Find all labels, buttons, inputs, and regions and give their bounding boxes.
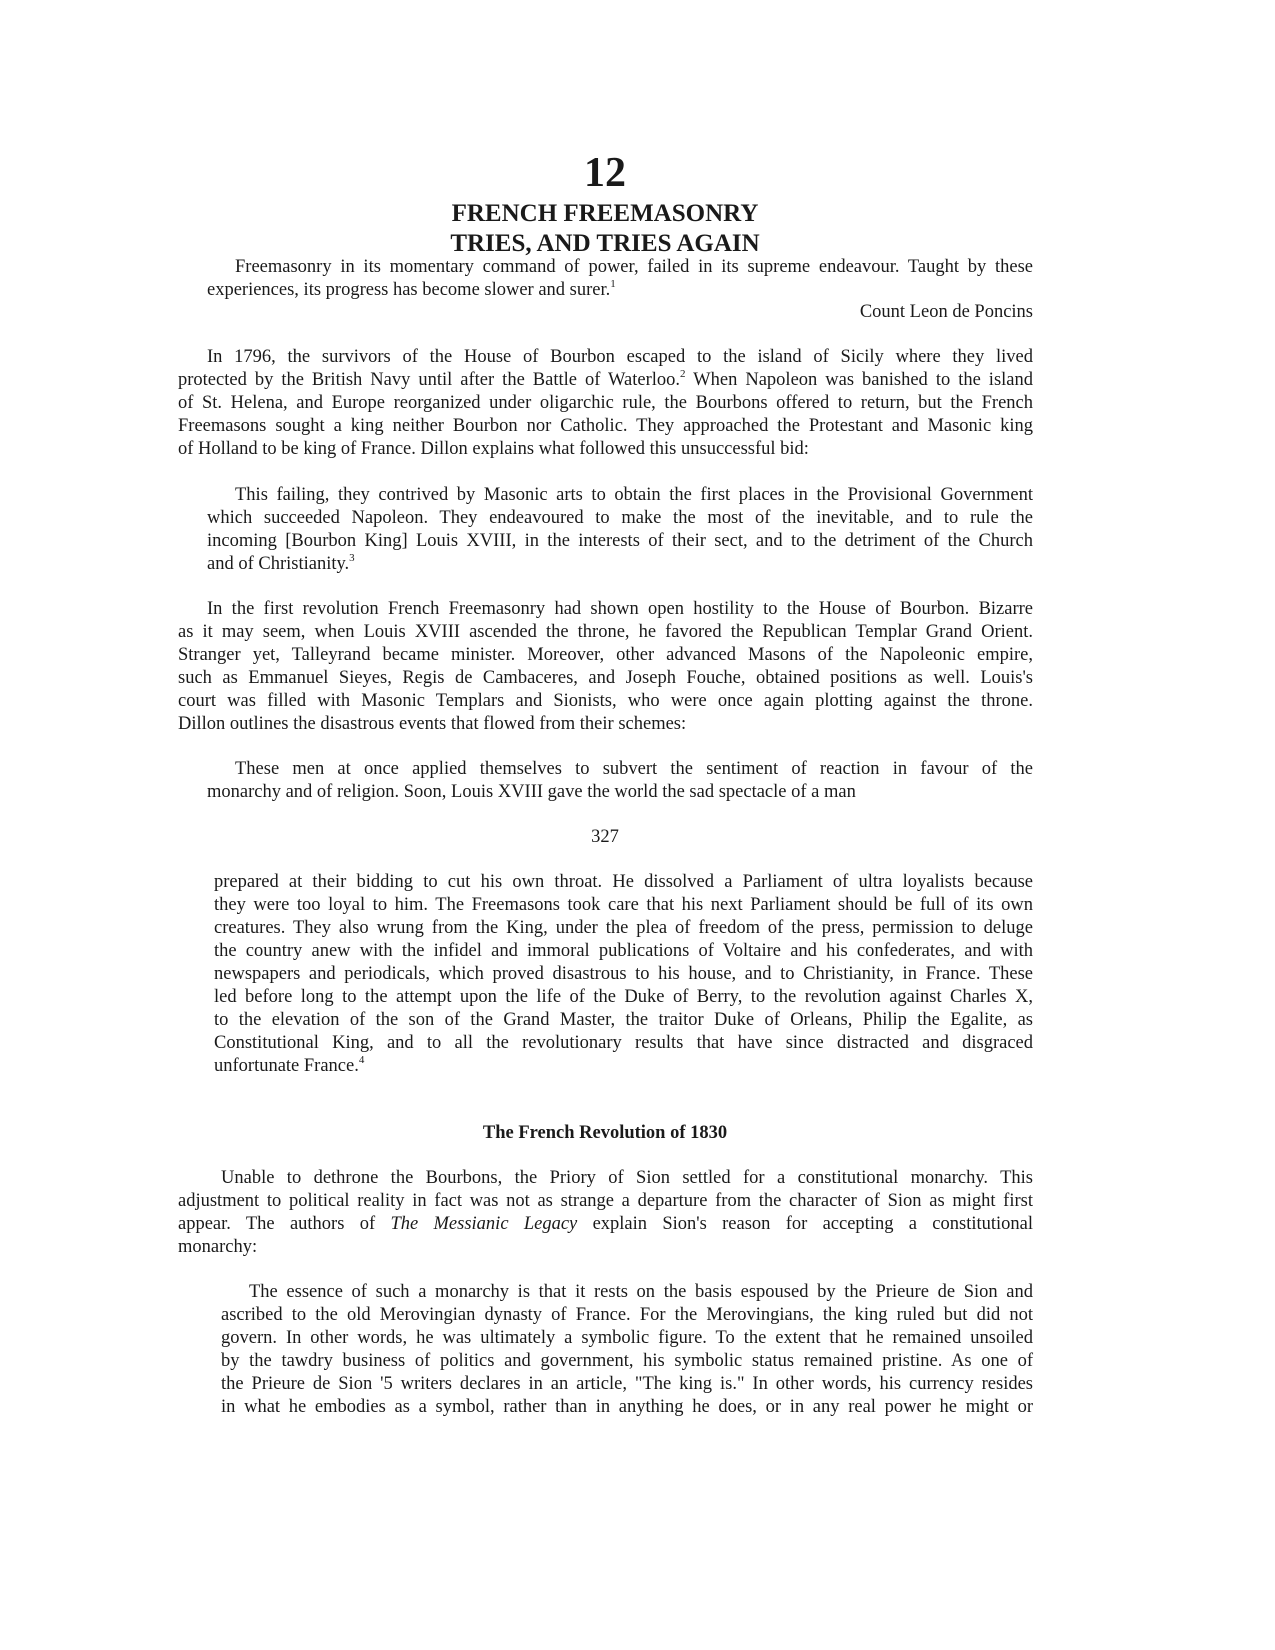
quote-line: newspapers and periodicals, which proved disastrous to his house, and to Christianity, in France. These xyxy=(214,964,1033,984)
paragraph-line: such as Emmanuel Sieyes, Regis de Cambaceres, and Joseph Fouche, obtained positions as well. Louis's xyxy=(178,668,1033,688)
paragraph-line: In the first revolution French Freemasonry had shown open hostility to the House of Bourbon. Bizarre xyxy=(207,599,1033,619)
chapter-title-line2: TRIES, AND TRIES AGAIN xyxy=(450,230,760,257)
text-run: appear. The authors of xyxy=(178,1214,391,1234)
quote-line: ascribed to the old Merovingian dynasty of France. For the Merovingians, the king ruled but did not xyxy=(221,1305,1033,1325)
quote-line: This failing, they contrived by Masonic arts to obtain the first places in the Provisional Government xyxy=(235,485,1033,505)
paragraph-line: adjustment to political reality in fact was not as strange a departure from the character of Sion as might first xyxy=(178,1191,1033,1211)
epigraph-text: experiences, its progress has become slower and surer. xyxy=(207,280,611,300)
epigraph-line xyxy=(207,279,616,302)
paragraph-line: Freemasons sought a king neither Bourbon nor Catholic. They approached the Protestant and Masonic king xyxy=(178,416,1033,436)
quote-line: Constitutional King, and to all the revolutionary results that have since distracted and disgraced xyxy=(214,1033,1033,1053)
paragraph-line: as it may seem, when Louis XVIII ascended the throne, he favored the Republican Templar Grand Orient. xyxy=(178,622,1033,642)
text-run: protected by the British Navy until after the Battle of Waterloo. xyxy=(178,370,681,390)
epigraph-line: Freemasonry in its momentary command of power, failed in its supreme endeavour. Taught by these xyxy=(235,257,1033,277)
quote-line: monarchy and of religion. Soon, Louis XVIII gave the world the sad spectacle of a man xyxy=(207,782,856,802)
footnote-marker: 1 xyxy=(610,278,616,290)
quote-line: creatures. They also wrung from the King, under the plea of freedom of the press, permission to deluge xyxy=(214,918,1033,938)
text-run: unfortunate France. xyxy=(214,1056,359,1076)
footnote-marker: 2 xyxy=(680,368,686,380)
paragraph-line: Dillon outlines the disastrous events that flowed from their schemes: xyxy=(178,714,687,734)
quote-line: in what he embodies as a symbol, rather than in anything he does, or in any real power he might or xyxy=(221,1397,1033,1417)
text-run: When Napoleon was banished to the island xyxy=(685,370,1033,390)
quote-line: The essence of such a monarchy is that it rests on the basis espoused by the Prieure de Sion and xyxy=(249,1282,1033,1302)
paragraph-line: Unable to dethrone the Bourbons, the Priory of Sion settled for a constitutional monarchy. This xyxy=(221,1168,1033,1188)
quote-line: the Prieure de Sion '5 writers declares in an article, "The king is." In other words, his currency resides xyxy=(221,1374,1033,1394)
quote-line xyxy=(214,1055,364,1078)
paragraph-line: monarchy: xyxy=(178,1237,258,1257)
quote-line: they were too loyal to him. The Freemasons took care that his next Parliament should be full of its own xyxy=(214,895,1033,915)
paragraph-line xyxy=(178,1213,1033,1236)
paragraph-line xyxy=(178,369,1033,392)
quote-line: These men at once applied themselves to subvert the sentiment of reaction in favour of the xyxy=(235,759,1033,779)
book-title: The Messianic Legacy xyxy=(390,1214,578,1234)
quote-line xyxy=(207,553,355,576)
text-run: and of Christianity. xyxy=(207,554,350,574)
paragraph-line: In 1796, the survivors of the House of Bourbon escaped to the island of Sicily where they lived xyxy=(207,347,1033,367)
epigraph-attribution: Count Leon de Poncins xyxy=(859,302,1033,322)
quote-line: to the elevation of the son of the Grand Master, the traitor Duke of Orleans, Philip the Egalite, as xyxy=(214,1010,1033,1030)
quote-line: led before long to the attempt upon the life of the Duke of Berry, to the revolution against Charles X, xyxy=(214,987,1033,1007)
quote-line: the country anew with the infidel and immoral publications of Voltaire and his confederates, and with xyxy=(214,941,1033,961)
text-run: explain Sion's reason for accepting a constitutional xyxy=(577,1214,1034,1234)
quote-line: govern. In other words, he was ultimately a symbolic figure. To the extent that he remained unsoiled xyxy=(221,1328,1033,1348)
section-heading: The French Revolution of 1830 xyxy=(482,1123,728,1143)
quote-line: prepared at their bidding to cut his own throat. He dissolved a Parliament of ultra loyalists because xyxy=(214,872,1033,892)
paragraph-line: court was filled with Masonic Templars and Sionists, who were once again plotting against the throne. xyxy=(178,691,1033,711)
page-number: 327 xyxy=(591,827,619,847)
footnote-marker: 3 xyxy=(349,552,355,564)
quote-line: by the tawdry business of politics and government, his symbolic status remained pristine. As one of xyxy=(221,1351,1033,1371)
chapter-title-line1: FRENCH FREEMASONRY xyxy=(451,200,759,227)
paragraph-line: Stranger yet, Talleyrand became minister. Moreover, other advanced Masons of the Napoleonic empire, xyxy=(178,645,1033,665)
paragraph-line: of St. Helena, and Europe reorganized under oligarchic rule, the Bourbons offered to return, but the French xyxy=(178,393,1033,413)
chapter-number: 12 xyxy=(584,150,626,196)
quote-line: incoming [Bourbon King] Louis XVIII, in the interests of their sect, and to the detriment of the Church xyxy=(207,531,1033,551)
footnote-marker: 4 xyxy=(358,1054,365,1066)
paragraph-line: of Holland to be king of France. Dillon explains what followed this unsuccessful bid: xyxy=(178,439,809,459)
quote-line: which succeeded Napoleon. They endeavoured to make the most of the inevitable, and to rule the xyxy=(207,508,1033,528)
